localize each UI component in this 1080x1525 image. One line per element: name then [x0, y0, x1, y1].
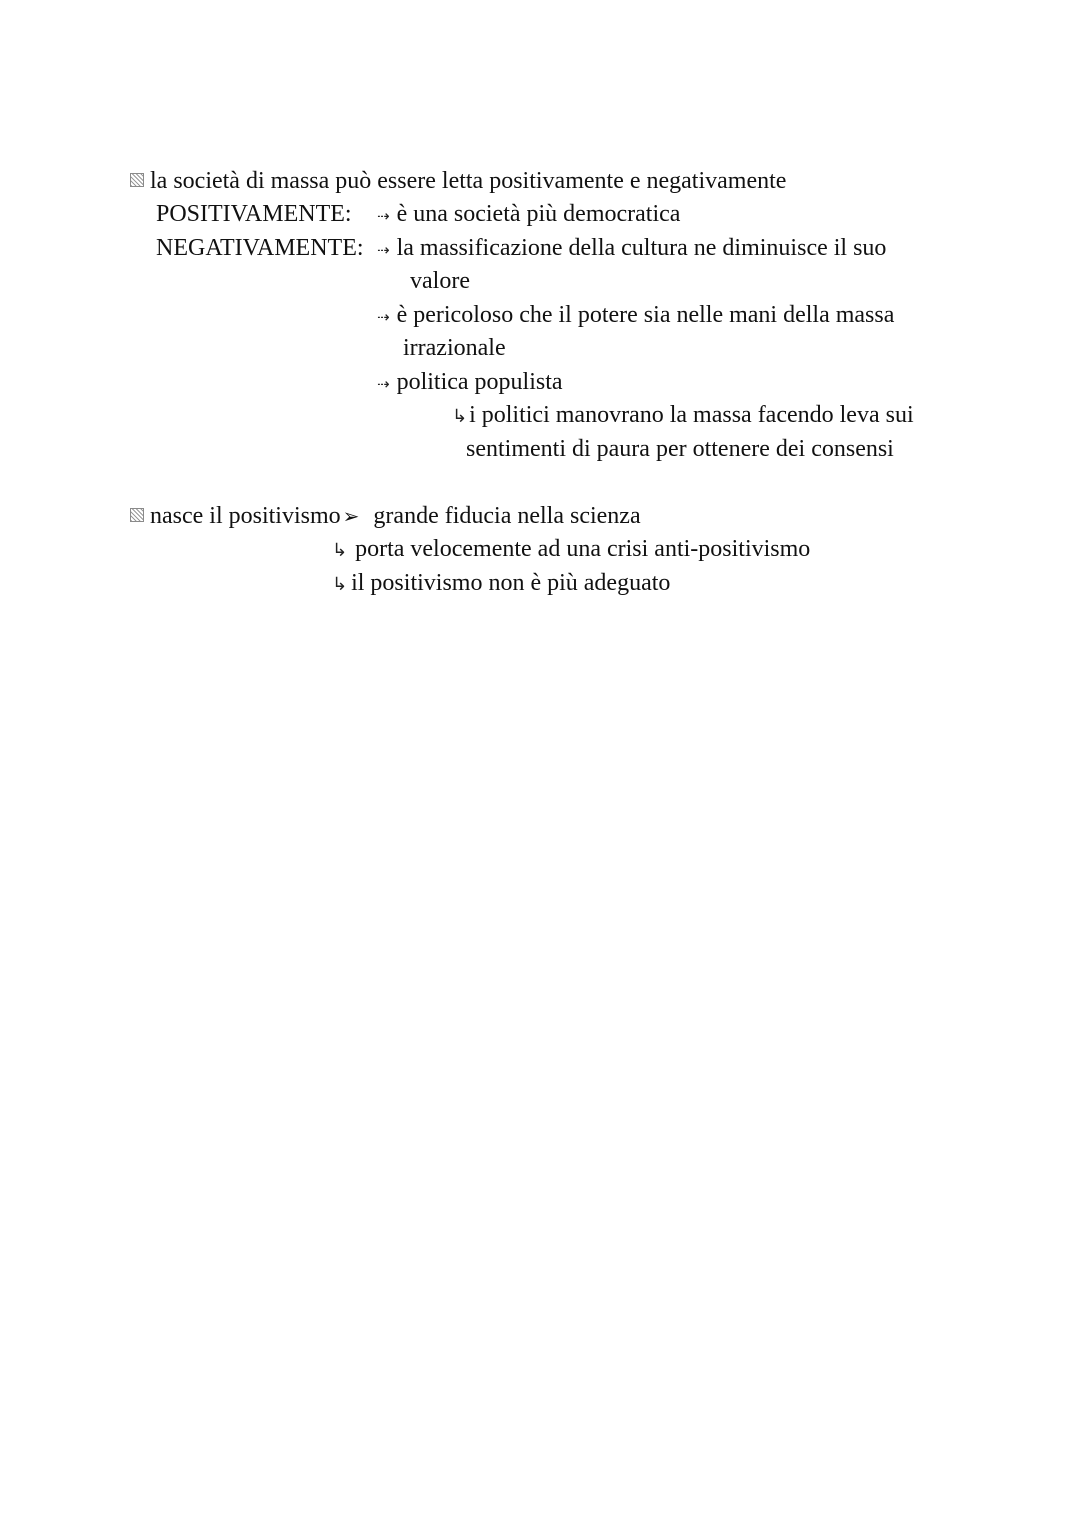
section1-heading: la società di massa può essere letta positivamente e negativamente	[150, 168, 787, 194]
section1-heading-line	[130, 166, 786, 196]
populism-detail-text: i politici manovrano la massa facendo leva sui	[469, 402, 914, 428]
negative-line	[156, 233, 364, 263]
negative-point-3	[377, 367, 563, 399]
negative-point-text: valore	[410, 268, 470, 294]
populism-detail-text: sentimenti di paura per ottenere dei consensi	[466, 436, 894, 462]
dashed-arrow-icon: ⇢	[377, 375, 389, 393]
negative-point-1-cont	[410, 266, 470, 296]
positive-text: è una società più democratica	[396, 201, 681, 227]
consequence-1	[332, 534, 810, 566]
section2-arrow-text: grande fiducia nella scienza	[373, 503, 641, 529]
negative-label: NEGATIVAMENTE:	[156, 235, 364, 261]
negative-point-1	[377, 233, 886, 265]
positive-point-line	[377, 199, 680, 231]
consequence-2	[332, 568, 670, 600]
populism-detail-1	[452, 400, 914, 432]
dashed-arrow-icon: ⇢	[377, 207, 389, 225]
consequence-text: porta velocemente ad una crisi anti-positivismo	[355, 536, 811, 562]
negative-point-text: è pericoloso che il potere sia nelle mani della massa	[396, 302, 895, 328]
dashed-arrow-icon: ⇢	[377, 308, 389, 326]
positive-line	[156, 199, 352, 229]
section2-heading: nasce il positivismo	[150, 503, 341, 529]
section2-heading-line	[130, 501, 641, 531]
arrowhead-icon: ➢	[342, 504, 360, 528]
dashed-arrow-icon: ⇢	[377, 241, 389, 259]
hatched-square-icon	[130, 173, 144, 187]
hatched-square-icon	[130, 508, 144, 522]
negative-point-2	[377, 300, 894, 332]
negative-point-2-cont	[403, 333, 506, 363]
negative-point-text: irrazionale	[403, 335, 506, 361]
positive-label: POSITIVAMENTE:	[156, 201, 352, 227]
consequence-text: il positivismo non è più adeguato	[351, 570, 671, 596]
negative-point-text: politica populista	[396, 369, 563, 395]
hook-arrow-icon: ↳	[452, 406, 468, 427]
hook-arrow-icon: ↳	[332, 574, 348, 595]
hook-arrow-icon: ↳	[332, 540, 348, 561]
populism-detail-2	[466, 434, 894, 464]
negative-point-text: la massificazione della cultura ne diminuisce il suo	[396, 235, 887, 261]
